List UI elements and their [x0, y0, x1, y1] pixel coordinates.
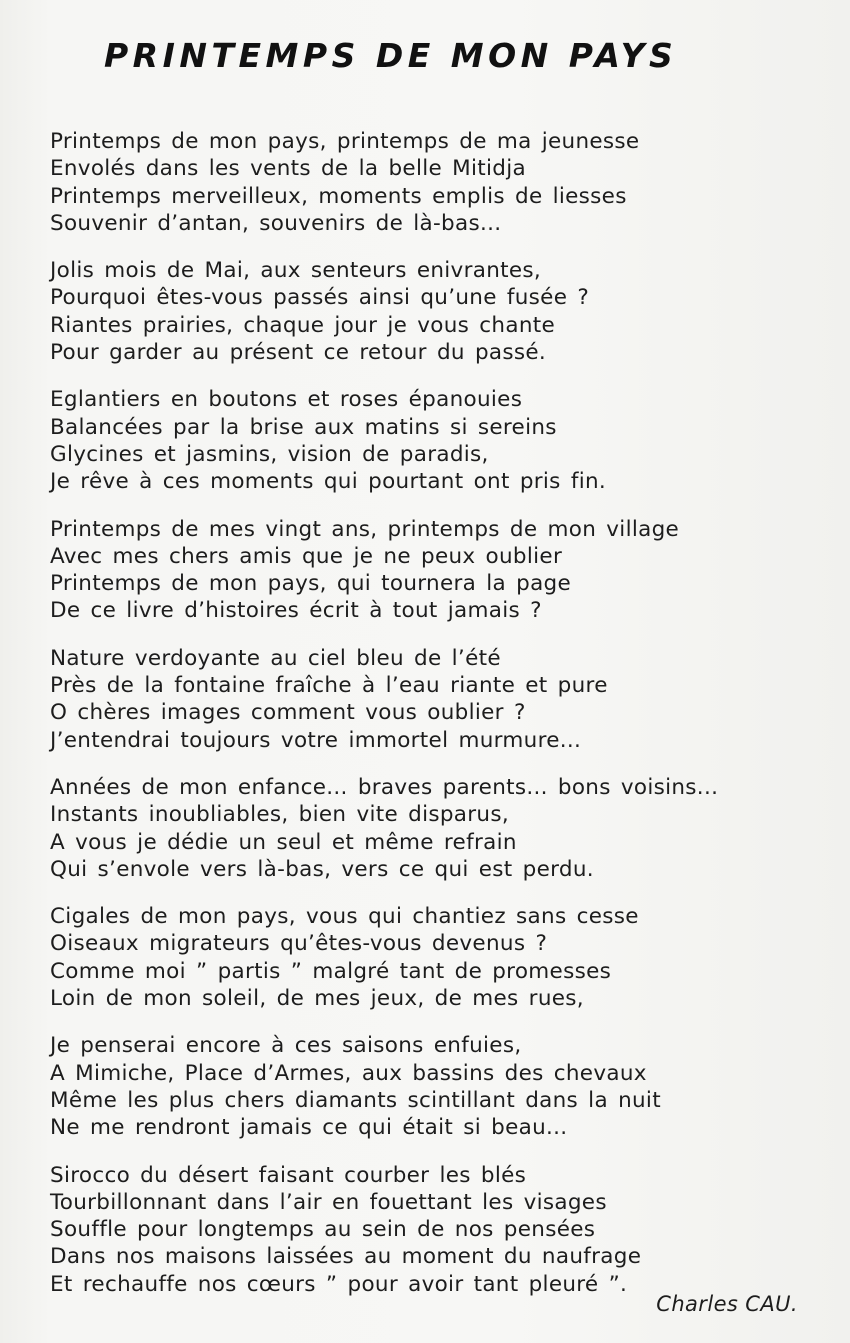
- stanza-3: [50, 386, 790, 495]
- poem-line: Je rêve à ces moments qui pourtant ont pris fin.: [50, 469, 607, 495]
- poem-line: A vous je dédie un seul et même refrain: [50, 829, 517, 855]
- poem-line: Sirocco du désert faisant courber les blés: [50, 1162, 527, 1188]
- poem-line: De ce livre d’histoires écrit à tout jamais ?: [50, 598, 542, 624]
- poem-line: A Mimiche, Place d’Armes, aux bassins des chevaux: [50, 1060, 647, 1086]
- stanza-5: [50, 645, 790, 754]
- poem-line: Et rechauffe nos cœurs ” pour avoir tant pleuré ”.: [50, 1271, 628, 1297]
- poem-line: Qui s’envole vers là-bas, vers ce qui est perdu.: [50, 856, 594, 882]
- poem-line: Même les plus chers diamants scintillant dans la nuit: [50, 1087, 661, 1113]
- poem-line: Années de mon enfance... braves parents... bons voisins...: [50, 774, 719, 800]
- poem-title: PRINTEMPS DE MON PAYS: [104, 36, 678, 75]
- poem-line: Envolés dans les vents de la belle Mitidja: [50, 156, 526, 182]
- stanza-1: [50, 128, 790, 237]
- poem-line: Printemps de mon pays, printemps de ma jeunesse: [50, 129, 640, 154]
- poem-line: Souvenir d’antan, souvenirs de là-bas...: [50, 210, 502, 236]
- poem-line: Pour garder au présent ce retour du passé.: [50, 340, 547, 366]
- poem-line: Ne me rendront jamais ce qui était si beau...: [50, 1115, 568, 1141]
- poem-line: Je penserai encore à ces saisons enfuies,: [50, 1033, 522, 1059]
- poem-line: Près de la fontaine fraîche à l’eau riante et pure: [50, 673, 608, 699]
- poem-line: Loin de mon soleil, de mes jeux, de mes rues,: [50, 986, 584, 1012]
- poem-line: Printemps de mon pays, qui tournera la page: [50, 571, 572, 597]
- author-signature: Charles CAU.: [656, 1292, 798, 1316]
- stanza-4: [50, 516, 790, 625]
- poem-line: Dans nos maisons laissées au moment du naufrage: [50, 1244, 642, 1270]
- poem-body: [50, 128, 790, 1318]
- poem-line: Instants inoubliables, bien vite disparus,: [50, 802, 509, 828]
- poem-line: Riantes prairies, chaque jour je vous chante: [50, 312, 556, 338]
- poem-line: Tourbillonnant dans l’air en fouettant les visages: [50, 1189, 607, 1215]
- poem-line: Eglantiers en boutons et roses épanouies: [50, 387, 523, 413]
- poem-line: O chères images comment vous oublier ?: [50, 700, 526, 726]
- poem-line: Comme moi ” partis ” malgré tant de promesses: [50, 958, 612, 984]
- poem-line: Oiseaux migrateurs qu’êtes-vous devenus ?: [50, 931, 548, 957]
- poem-line: Cigales de mon pays, vous qui chantiez sans cesse: [50, 904, 639, 930]
- stanza-8: [50, 1032, 790, 1141]
- poem-line: J’entendrai toujours votre immortel murmure...: [50, 727, 582, 753]
- poem-line: Printemps merveilleux, moments emplis de liesses: [50, 183, 627, 209]
- poem-line: Souffle pour longtemps au sein de nos pensées: [50, 1217, 596, 1243]
- poem-line: Glycines et jasmins, vision de paradis,: [50, 441, 489, 467]
- stanza-7: [50, 903, 790, 1012]
- poem-line: Avec mes chers amis que je ne peux oublier: [50, 543, 563, 569]
- stanza-2: [50, 257, 790, 366]
- poem-line: Printemps de mes vingt ans, printemps de mon village: [50, 516, 680, 542]
- stanza-9: [50, 1162, 790, 1298]
- poem-line: Pourquoi êtes-vous passés ainsi qu’une fusée ?: [50, 285, 590, 311]
- stanza-6: [50, 774, 790, 883]
- poem-line: Nature verdoyante au ciel bleu de l’été: [50, 645, 501, 671]
- poem-line: Balancées par la brise aux matins si sereins: [50, 414, 557, 440]
- poem-line: Jolis mois de Mai, aux senteurs enivrantes,: [50, 258, 542, 284]
